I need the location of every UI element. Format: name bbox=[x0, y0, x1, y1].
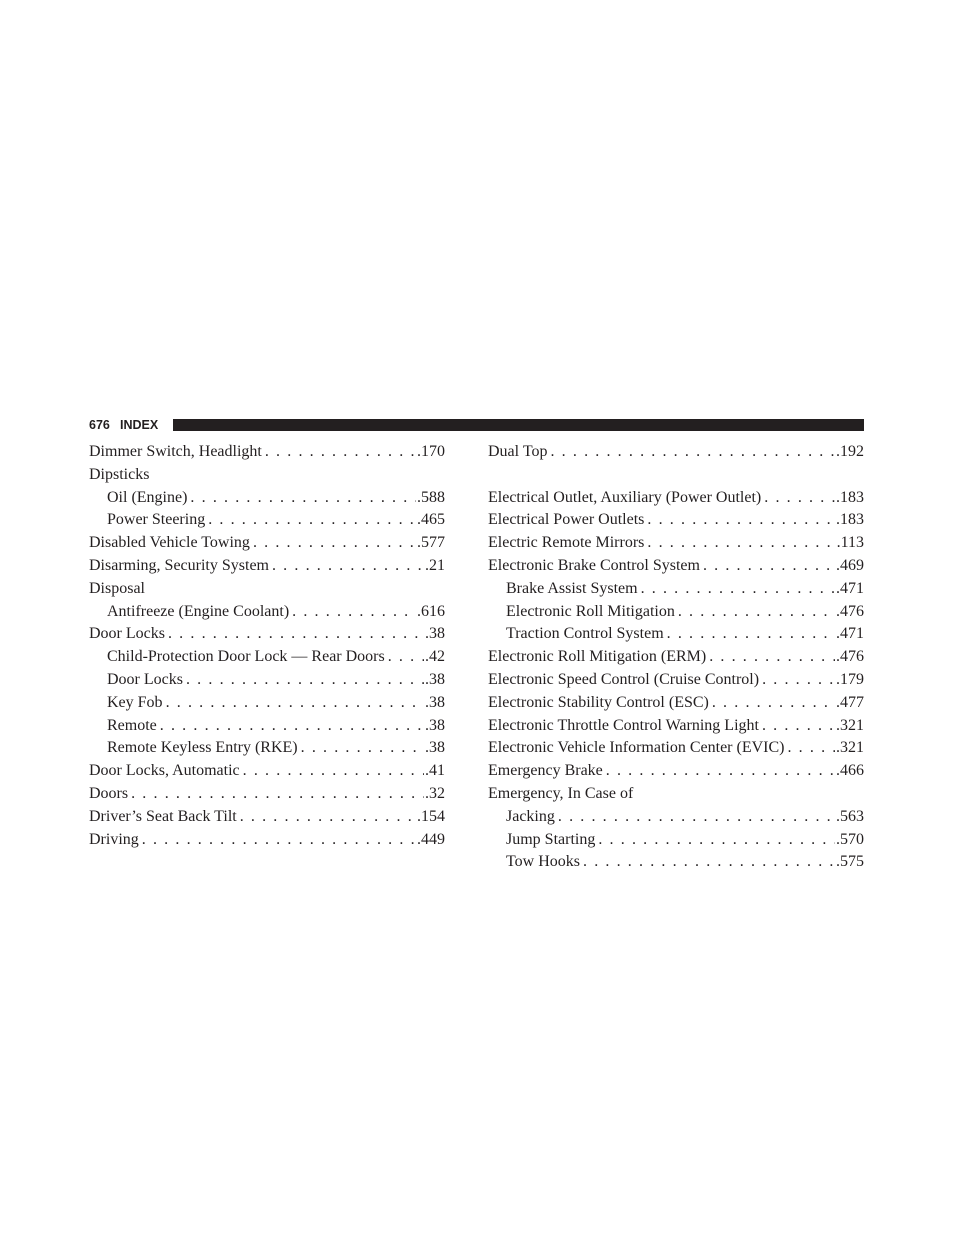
dot-leader bbox=[558, 806, 835, 829]
index-subentry bbox=[89, 601, 445, 624]
index-subentry bbox=[488, 601, 864, 624]
entry-term: Door Locks, Automatic bbox=[89, 762, 240, 780]
index-column-right bbox=[488, 441, 864, 874]
entry-term: Dipsticks bbox=[89, 465, 150, 483]
entry-term: Remote Keyless Entry (RKE) bbox=[107, 739, 298, 757]
dot-leader bbox=[762, 715, 835, 738]
dot-leader bbox=[647, 509, 835, 532]
header-rule bbox=[173, 419, 864, 431]
entry-page-ref: .41 bbox=[425, 762, 445, 780]
dot-leader bbox=[142, 829, 416, 852]
entry-page-ref: .38 bbox=[425, 693, 445, 711]
index-entry bbox=[488, 441, 864, 464]
index-subentry bbox=[89, 692, 445, 715]
dot-leader bbox=[292, 601, 416, 624]
entry-term: Driving bbox=[89, 830, 139, 848]
index-entry bbox=[488, 487, 864, 510]
entry-term: Brake Assist System bbox=[506, 579, 638, 597]
section-title: INDEX bbox=[120, 418, 159, 432]
dot-leader bbox=[190, 487, 416, 510]
entry-term: Traction Control System bbox=[506, 625, 664, 643]
entry-page-ref: .183 bbox=[836, 488, 864, 506]
index-entry bbox=[89, 829, 445, 852]
entry-page-ref: .183 bbox=[836, 511, 864, 529]
index-column-left bbox=[89, 441, 445, 851]
index-entry bbox=[89, 806, 445, 829]
entry-term: Power Steering bbox=[107, 511, 206, 529]
dot-leader bbox=[301, 737, 424, 760]
entry-page-ref: .192 bbox=[836, 443, 864, 460]
index-entry bbox=[89, 532, 445, 555]
index-subentry bbox=[488, 623, 864, 646]
entry-page-ref: .38 bbox=[425, 716, 445, 734]
index-entry bbox=[488, 715, 864, 738]
entry-term: Child-Protection Door Lock — Rear Doors bbox=[107, 648, 385, 666]
entry-page-ref: .32 bbox=[425, 784, 445, 802]
entry-page-ref: .113 bbox=[836, 534, 864, 552]
dot-leader bbox=[240, 806, 416, 829]
dot-leader bbox=[186, 669, 424, 692]
entry-term: Jump Starting bbox=[506, 830, 596, 848]
entry-term: Electronic Speed Control (Cruise Control) bbox=[488, 670, 760, 688]
dot-leader bbox=[265, 441, 416, 464]
entry-page-ref: .321 bbox=[836, 739, 864, 757]
index-entry bbox=[488, 737, 864, 760]
entry-page-ref: .465 bbox=[417, 511, 445, 529]
dot-leader bbox=[208, 509, 416, 532]
index-entry bbox=[488, 532, 864, 555]
index-entry bbox=[89, 464, 445, 487]
entry-term: Door Locks bbox=[89, 625, 165, 643]
dot-leader bbox=[168, 623, 424, 646]
entry-page-ref: .38 bbox=[425, 625, 445, 643]
index-entry bbox=[488, 646, 864, 669]
entry-page-ref: .179 bbox=[836, 670, 864, 688]
entry-page-ref: .321 bbox=[836, 716, 864, 734]
entry-term: Oil (Engine) bbox=[107, 488, 188, 506]
index-entry bbox=[89, 555, 445, 578]
dot-leader bbox=[583, 851, 835, 874]
entry-page-ref: .449 bbox=[417, 830, 445, 848]
entry-term: Electronic Stability Control (ESC) bbox=[488, 693, 709, 711]
dot-leader bbox=[678, 601, 835, 624]
index-entry bbox=[89, 578, 445, 601]
entry-page-ref: .38 bbox=[425, 670, 445, 688]
dot-leader bbox=[131, 783, 424, 806]
index-entry bbox=[89, 760, 445, 783]
dot-leader bbox=[709, 646, 835, 669]
entry-term: Disposal bbox=[89, 579, 145, 597]
index-entry bbox=[488, 509, 864, 532]
entry-term: Electrical Power Outlets bbox=[488, 511, 645, 529]
entry-term: Emergency, In Case of bbox=[488, 784, 634, 802]
entry-term: Electronic Roll Mitigation bbox=[506, 602, 675, 620]
entry-term: Electronic Vehicle Information Center (EVIC) bbox=[488, 739, 785, 757]
index-subentry bbox=[488, 829, 864, 852]
entry-term: Emergency Brake bbox=[488, 762, 603, 780]
dot-leader bbox=[647, 532, 835, 555]
index-entry bbox=[89, 623, 445, 646]
dot-leader bbox=[764, 487, 835, 510]
entry-term: Key Fob bbox=[107, 693, 163, 711]
index-subentry bbox=[488, 806, 864, 829]
entry-page-ref: .577 bbox=[417, 534, 445, 552]
page-header bbox=[89, 417, 864, 433]
entry-page-ref: .570 bbox=[836, 830, 864, 848]
index-entry bbox=[488, 692, 864, 715]
entry-term: Doors bbox=[89, 784, 129, 802]
dot-leader bbox=[550, 441, 835, 464]
entry-page-ref: .21 bbox=[425, 556, 445, 574]
entry-term: Dimmer Switch, Headlight bbox=[89, 443, 262, 460]
entry-page-ref: .469 bbox=[836, 556, 864, 574]
entry-term: Electrical Outlet, Auxiliary (Power Outlet) bbox=[488, 488, 762, 506]
index-subentry bbox=[488, 851, 864, 874]
dot-leader bbox=[703, 555, 835, 578]
index-subentry bbox=[89, 715, 445, 738]
index-subentry bbox=[89, 646, 445, 669]
dot-leader bbox=[272, 555, 424, 578]
dot-leader bbox=[160, 715, 424, 738]
entry-page-ref: .476 bbox=[836, 602, 864, 620]
entry-term: Dual Top bbox=[488, 443, 548, 460]
dot-leader bbox=[667, 623, 835, 646]
entry-term: Tow Hooks bbox=[506, 853, 580, 871]
dot-leader bbox=[787, 737, 835, 760]
entry-term: Remote bbox=[107, 716, 157, 734]
entry-page-ref: .563 bbox=[836, 807, 864, 825]
dot-leader bbox=[166, 692, 424, 715]
index-entry bbox=[89, 441, 445, 464]
dot-leader bbox=[598, 829, 835, 852]
entry-term: Disabled Vehicle Towing bbox=[89, 534, 250, 552]
index-entry bbox=[89, 783, 445, 806]
entry-term: Driver’s Seat Back Tilt bbox=[89, 807, 237, 825]
dot-leader bbox=[606, 760, 835, 783]
entry-page-ref: .477 bbox=[836, 693, 864, 711]
entry-page-ref: .38 bbox=[425, 739, 445, 757]
index-subentry bbox=[89, 669, 445, 692]
entry-term: Disarming, Security System bbox=[89, 556, 269, 574]
index-entry bbox=[488, 669, 864, 692]
dot-leader bbox=[253, 532, 416, 555]
index-entry bbox=[488, 783, 864, 806]
entry-page-ref: .471 bbox=[836, 625, 864, 643]
index-entry bbox=[488, 760, 864, 783]
entry-term: Electronic Throttle Control Warning Light bbox=[488, 716, 759, 734]
entry-page-ref: .471 bbox=[836, 579, 864, 597]
entry-term: Electric Remote Mirrors bbox=[488, 534, 645, 552]
entry-term: Antifreeze (Engine Coolant) bbox=[107, 602, 290, 620]
dot-leader bbox=[712, 692, 835, 715]
dot-leader bbox=[243, 760, 424, 783]
entry-term: Jacking bbox=[506, 807, 555, 825]
entry-page-ref: .588 bbox=[417, 488, 445, 506]
index-subentry bbox=[89, 737, 445, 760]
page-number: 676 bbox=[89, 418, 110, 432]
entry-term: Electronic Brake Control System bbox=[488, 556, 700, 574]
entry-page-ref: .170 bbox=[417, 443, 445, 460]
index-subentry bbox=[89, 487, 445, 510]
entry-page-ref: .154 bbox=[417, 807, 445, 825]
entry-page-ref: .575 bbox=[836, 853, 864, 871]
dot-leader bbox=[641, 578, 835, 601]
dot-leader bbox=[762, 669, 835, 692]
entry-term: Door Locks bbox=[107, 670, 183, 688]
entry-page-ref: .42 bbox=[425, 648, 445, 666]
dot-leader bbox=[388, 646, 424, 669]
entry-term: Electronic Roll Mitigation (ERM) bbox=[488, 648, 707, 666]
index-entry bbox=[488, 555, 864, 578]
index-subentry bbox=[488, 578, 864, 601]
entry-page-ref: .616 bbox=[417, 602, 445, 620]
entry-page-ref: .466 bbox=[836, 762, 864, 780]
index-subentry bbox=[89, 509, 445, 532]
entry-page-ref: .476 bbox=[836, 648, 864, 666]
